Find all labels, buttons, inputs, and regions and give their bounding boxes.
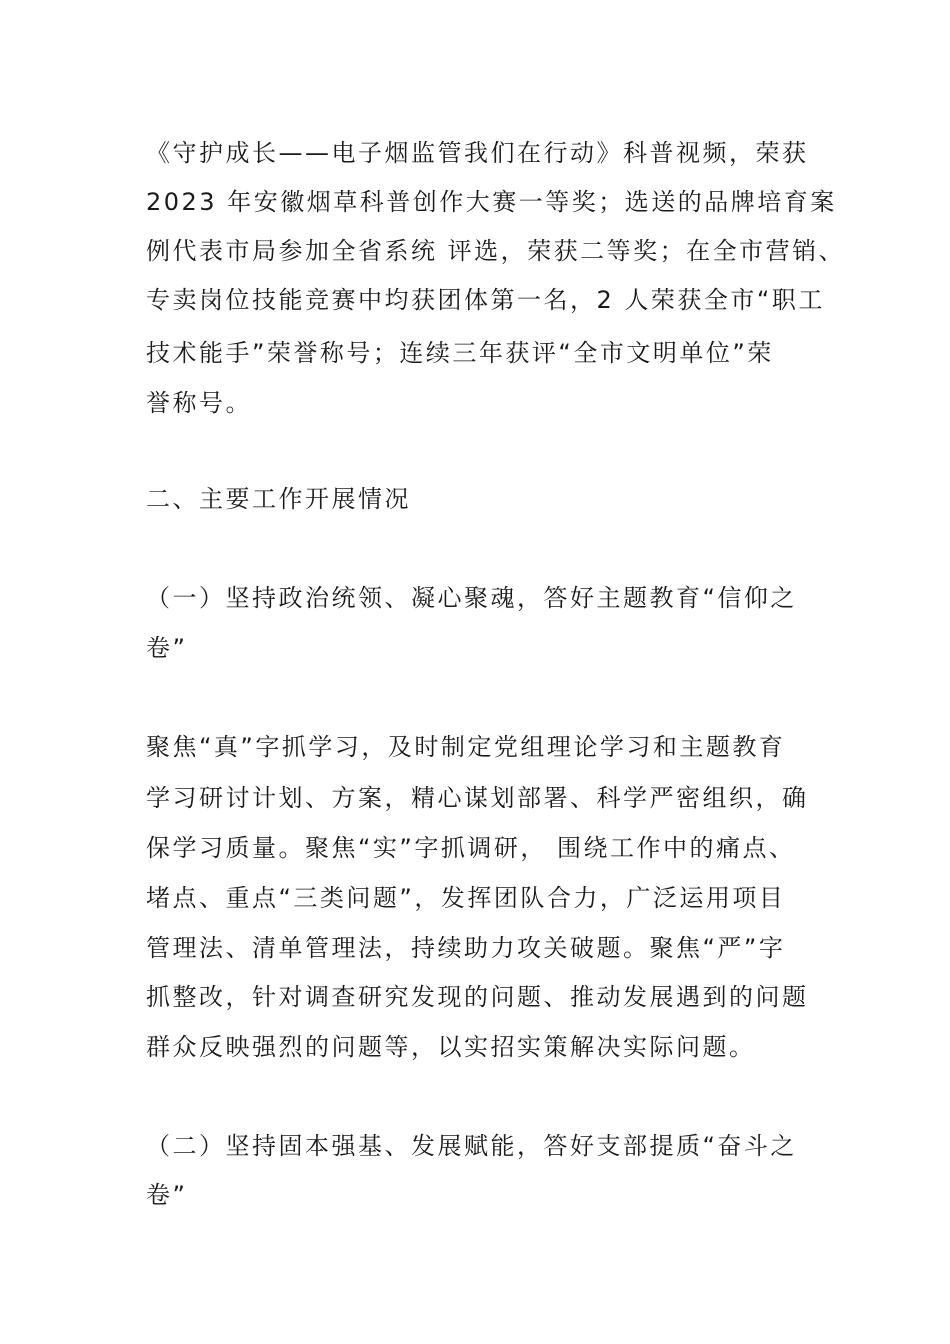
subsection-heading: （一）坚持政治统领、凝心聚魂，答好主题教育“信仰之: [146, 584, 797, 612]
text-line: 管理法、清单管理法，持续助力攻关破题。聚焦“严”字: [146, 934, 786, 962]
text-line: 誉称号。: [146, 389, 252, 417]
text-line: 抓整改，针对调查研究发现的问题、推动发展遇到的问题: [146, 983, 809, 1011]
text-line: 2023 年安徽烟草科普创作大赛一等奖；选送的品牌培育案: [146, 188, 837, 216]
text-line: 保学习质量。聚焦“实”字抓调研， 围绕工作中的痛点、: [146, 834, 796, 862]
text-line: 《守护成长——电子烟监管我们在行动》科普视频，荣获: [146, 139, 809, 167]
text-line: 堵点、重点“三类问题”，发挥团队合力，广泛运用项目: [146, 884, 786, 912]
text-line: 群众反映强烈的问题等，以实招实策解决实际问题。: [146, 1033, 756, 1061]
text-line: 例代表市局参加全省系统 评选，荣获二等奖；在全市营销、: [146, 237, 846, 265]
text-line: 学习研讨计划、方案，精心谋划部署、科学严密组织，确: [146, 784, 809, 812]
section-heading: 二、主要工作开展情况: [146, 485, 411, 513]
subsection-heading: 卷”: [146, 1181, 188, 1209]
subsection-heading: 卷”: [146, 634, 188, 662]
text-line: 聚焦“真”字抓学习，及时制定党组理论学习和主题教育: [146, 733, 786, 761]
subsection-heading: （二）坚持固本强基、发展赋能，答好支部提质“奋斗之: [146, 1132, 797, 1160]
text-line: 专卖岗位技能竞赛中均获团体第一名，2 人荣获全市“职工: [146, 286, 825, 314]
text-line: 技术能手”荣誉称号；连续三年获评“全市文明单位”荣: [146, 339, 774, 367]
